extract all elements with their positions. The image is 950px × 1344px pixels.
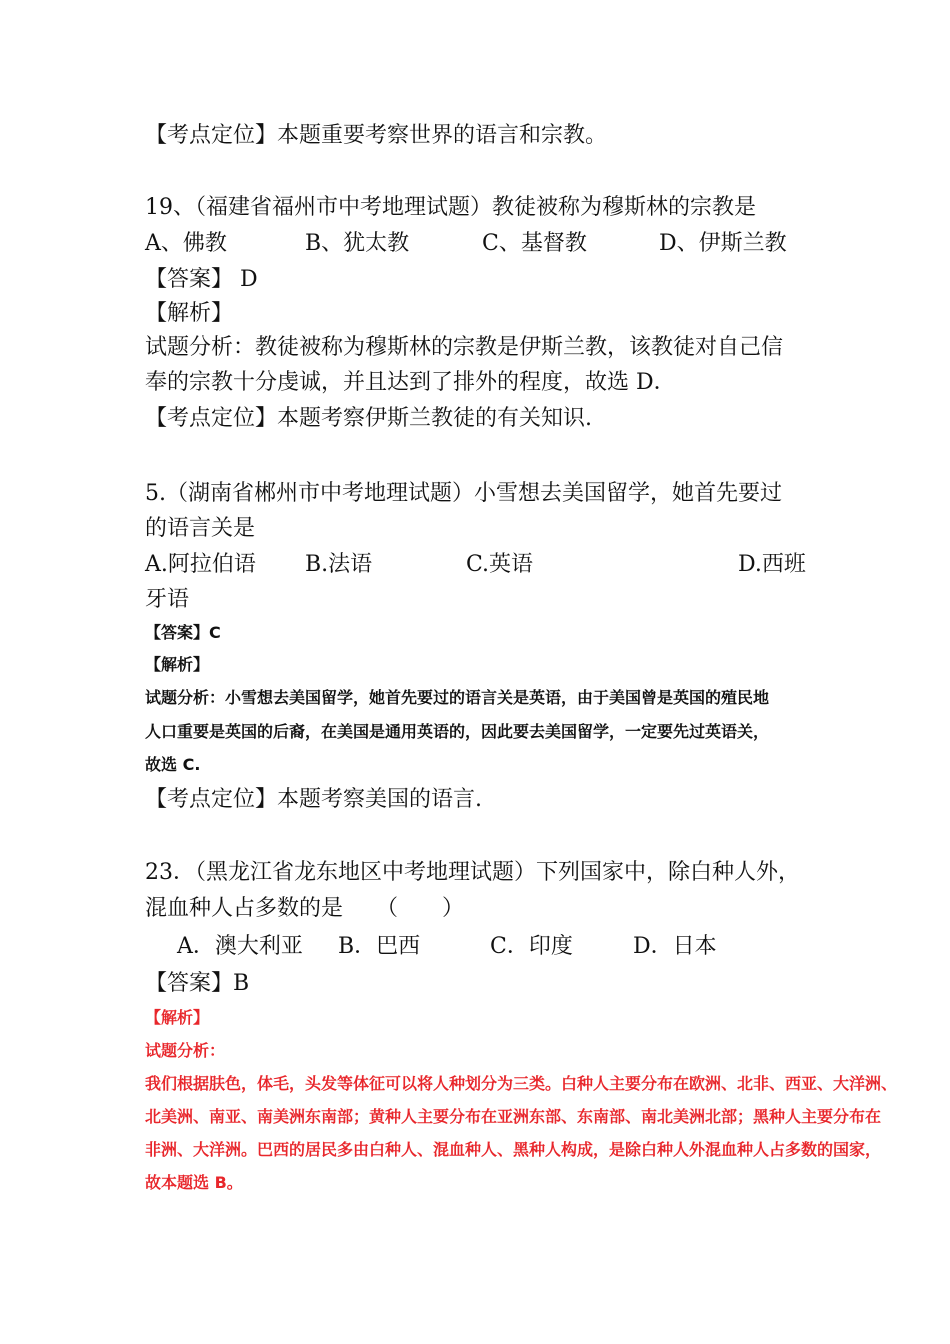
q19-answer: 【答案】 D [145,267,258,292]
q23-answer: 【答案】B [145,971,250,996]
q23-analysis-4: 故本题选 B。 [145,1173,243,1192]
q19-option-a: A、佛教 [145,231,227,256]
q5-option-a: A.阿拉伯语 [145,552,256,577]
q23-option-c: C．印度 [490,934,573,959]
q5-option-c: C.英语 [466,552,534,577]
q5-stem-1: 5.（湖南省郴州市中考地理试题）小雪想去美国留学，她首先要过 [145,481,782,506]
q23-stem-2: 混血种人占多数的是 （ ） [145,896,465,921]
q5-kaodian: 【考点定位】本题考察美国的语言. [145,787,482,812]
q23-analysis-3: 非洲、大洋洲。巴西的居民多由白种人、混血种人、黑种人构成，是除白种人外混血种人占多数的国家， [145,1140,882,1159]
q19-kaodian: 【考点定位】本题考察伊斯兰教徒的有关知识. [145,406,592,431]
q5-option-wrap: 牙语 [145,587,190,612]
q23-analysis-2: 北美洲、南亚、南美洲东南部；黄种人主要分布在亚洲东部、东南部、南北美洲北部；黑种人主要分布在 [145,1107,882,1126]
q23-stem-1: 23．（黑龙江省龙东地区中考地理试题）下列国家中，除白种人外， [145,860,800,885]
q23-analysis-1: 我们根据肤色，体毛，头发等体征可以将人种划分为三类。白种人主要分布在欧洲、北非、西亚、大洋洲、 [145,1074,898,1093]
top-kaodian: 【考点定位】本题重要考察世界的语言和宗教。 [145,123,608,148]
q5-analysis-3: 故选 C. [145,755,201,774]
q19-stem: 19、（福建省福州市中考地理试题）教徒被称为穆斯林的宗教是 [145,195,756,220]
q5-jiexi: 【解析】 [145,655,210,674]
q23-analysis-title: 试题分析： [145,1041,226,1060]
q19-analysis-2: 奉的宗教十分虔诚，并且达到了排外的程度，故选 D． [145,370,676,395]
q23-option-d: D．日本 [633,934,717,959]
q19-option-d: D、伊斯兰教 [659,231,787,256]
q19-analysis-1: 试题分析：教徒被称为穆斯林的宗教是伊斯兰教，该教徒对自己信 [145,335,784,360]
q5-option-b: B.法语 [305,552,373,577]
q5-analysis-1: 试题分析：小雪想去美国留学，她首先要过的语言关是英语，由于美国曾是英国的殖民地 [145,688,770,707]
q5-stem-2: 的语言关是 [145,516,256,541]
q19-option-c: C、基督教 [482,231,587,256]
q23-option-a: A．澳大利亚 [177,934,303,959]
q23-jiexi: 【解析】 [145,1008,210,1027]
q5-analysis-2: 人口重要是英国的后裔，在美国是通用英语的，因此要去美国留学，一定要先过英语关， [145,722,770,741]
q19-jiexi: 【解析】 [145,301,234,326]
q5-option-d: D.西班 [738,552,806,577]
q23-option-b: B．巴西 [338,934,421,959]
q5-answer: 【答案】C [145,623,221,642]
q19-option-b: B、犹太教 [305,231,410,256]
